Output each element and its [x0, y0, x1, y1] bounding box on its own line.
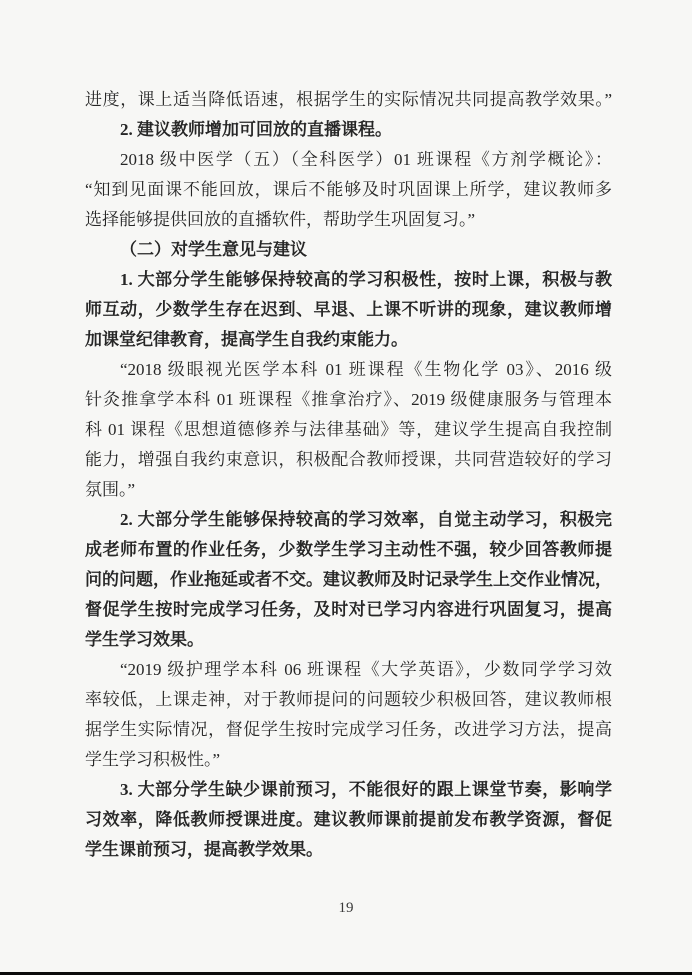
- text-line: 2018 级中医学（五）（全科医学）01 班课程《方剂学概论》：: [120, 150, 612, 169]
- page-number: 19: [338, 900, 354, 916]
- text-line: 能力，增强自我约束意识，积极配合教师授课，共同营造较好的学习: [85, 450, 612, 469]
- text-line: 率较低，上课走神，对于教师提问的问题较少积极回答，建议教师根: [85, 690, 612, 709]
- text-line: 学生学习积极性。”: [85, 750, 221, 769]
- paragraph-example-quote-2: [85, 655, 612, 775]
- text-line: “2019 级护理学本科 06 班课程《大学英语》，少数同学学习效: [120, 660, 612, 679]
- scan-edge-white: [0, 975, 692, 979]
- text-line: 1. 大部分学生能够保持较高的学习积极性，按时上课，积极与教: [120, 270, 612, 289]
- text-line: 氛围。”: [85, 480, 136, 499]
- text-line: 督促学生按时完成学习任务，及时对已学习内容进行巩固复习，提高: [85, 600, 612, 619]
- paragraph-continuation-quote: [85, 85, 612, 115]
- text-line: 师互动，少数学生存在迟到、早退、上课不听讲的现象，建议教师增: [85, 300, 612, 319]
- text-line: （二）对学生意见与建议: [120, 240, 307, 259]
- text-line: 2. 建议教师增加可回放的直播课程。: [120, 120, 392, 139]
- paragraph-example-quote-1: [85, 355, 612, 505]
- text-line: 习效率，降低教师授课进度。建议教师课前提前发布教学资源，督促: [85, 810, 612, 829]
- text-line: 学生课前预习，提高教学效果。: [85, 840, 323, 859]
- text-line: 科 01 课程《思想道德修养与法律基础》等，建议学生提高自我控制: [85, 420, 612, 439]
- text-line: “知到见面课不能回放，课后不能够及时巩固课上所学，建议教师多: [85, 180, 612, 199]
- paragraph-point-2-teachers: [85, 115, 612, 145]
- paragraph-point-3-students: [85, 775, 612, 865]
- paragraph-section-heading-2: [85, 235, 612, 265]
- text-line: 加课堂纪律教育，提高学生自我约束能力。: [85, 330, 408, 349]
- paragraph-point-1-students: [85, 265, 612, 355]
- text-line: 成老师布置的作业任务，少数学生学习主动性不强，较少回答教师提: [85, 540, 612, 559]
- text-line: 学生学习效果。: [85, 630, 204, 649]
- text-line: 进度，课上适当降低语速，根据学生的实际情况共同提高教学效果。”: [85, 90, 612, 109]
- text-line: “2018 级眼视光医学本科 01 班课程《生物化学 03》、2016 级: [120, 360, 612, 379]
- text-line: 2. 大部分学生能够保持较高的学习效率，自觉主动学习，积极完: [120, 510, 612, 529]
- text-line: 选择能够提供回放的直播软件，帮助学生巩固复习。”: [85, 210, 476, 229]
- text-line: 据学生实际情况，督促学生按时完成学习任务，改进学习方法，提高: [85, 720, 612, 739]
- document-body: [85, 85, 612, 865]
- text-line: 3. 大部分学生缺少课前预习，不能很好的跟上课堂节奏，影响学: [120, 780, 612, 799]
- text-line: 针灸推拿学本科 01 班课程《推拿治疗》、2019 级健康服务与管理本: [85, 390, 612, 409]
- paragraph-example-fangjixue: [85, 145, 612, 235]
- paragraph-point-2-students: [85, 505, 612, 655]
- text-line: 问的问题，作业拖延或者不交。建议教师及时记录学生上交作业情况，: [85, 570, 612, 589]
